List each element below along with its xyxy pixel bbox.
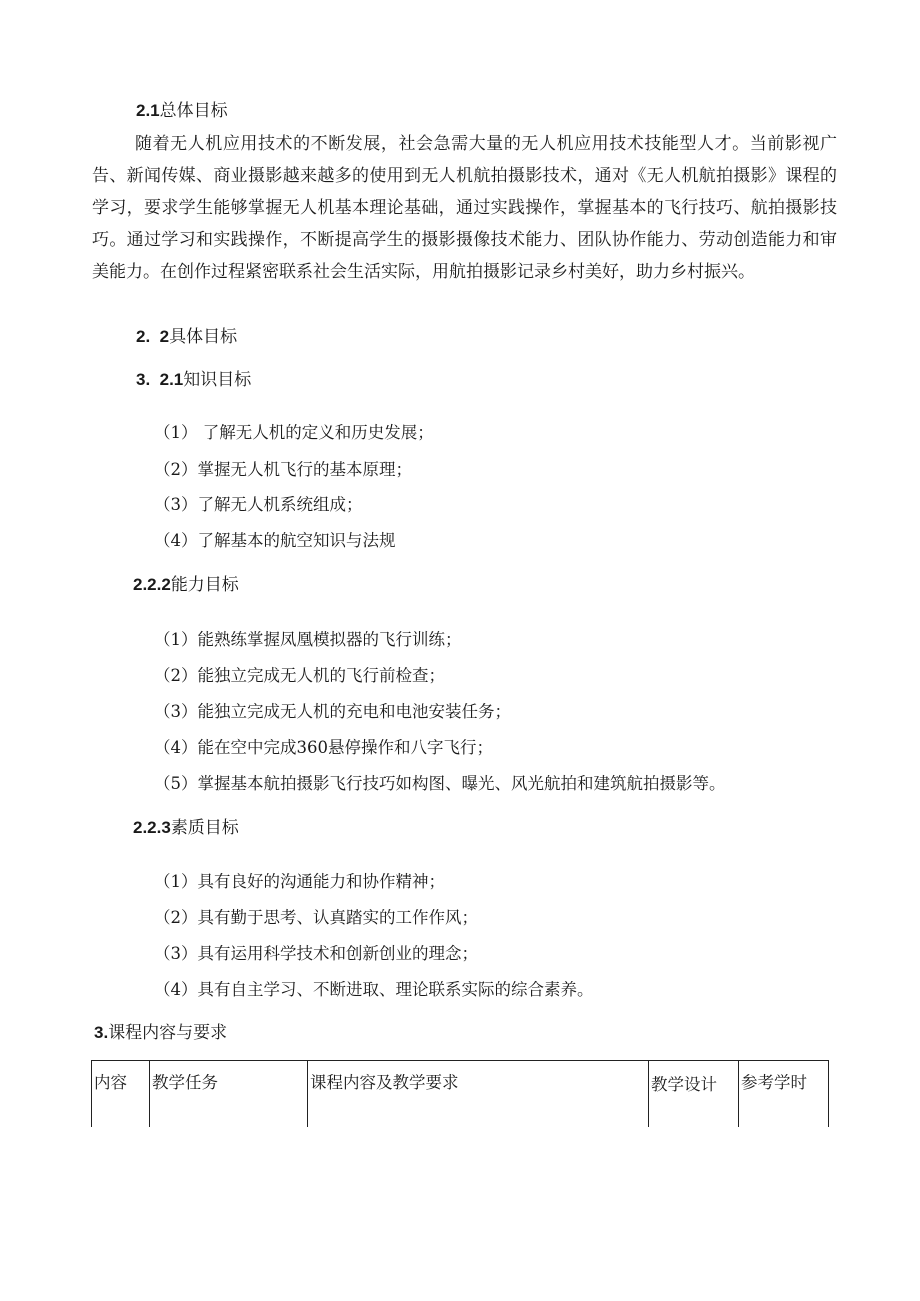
knowledge-item-4: （4）了解基本的航空知识与法规 [154,531,396,550]
overall-goal-paragraph: 随着无人机应用技术的不断发展，社会急需大量的无人机应用技术技能型人才。当前影视广告、新闻传媒、商业摄影越来越多的使用到无人机航拍摄影技术，通对《无人机航拍摄影》课程的学习，要求学生能够掌握无人机基本理论基础，通过实践操作，掌握基本的飞行技巧、航拍摄影技巧。通过学习和实践操作，不断提高学生的摄影摄像技术能力、团队协作能力、劳动创造能力和审美能力。在创作过程紧密联系社会生活实际，用航拍摄影记录乡村美好，助力乡村振兴。 [92,134,837,282]
course-content-table [91,1060,829,1127]
heading-3 [94,1018,227,1043]
quality-item-4: （4）具有自主学习、不断进取、理论联系实际的综合素养。 [154,980,594,999]
table-header-cell: 教学设计 [649,1061,739,1127]
heading-2-2-number: 2. 2 [136,327,170,346]
ability-item-4: （4）能在空中完成360悬停操作和八字飞行； [154,738,493,757]
knowledge-item-2: （2）掌握无人机飞行的基本原理； [154,460,412,479]
ability-item-1: （1）能熟练掌握凤凰模拟器的飞行训练； [154,630,462,649]
heading-2-1-number: 2.1 [136,101,160,120]
table-header-cell: 参考学时 [739,1061,829,1127]
quality-item-2: （2）具有勤于思考、认真踏实的工作作风； [154,908,478,927]
quality-item-3: （3）具有运用科学技术和创新创业的理念； [154,944,478,963]
heading-3-number: 3. [94,1023,109,1042]
table-header-row [92,1061,829,1127]
table-header-cell: 课程内容及教学要求 [308,1061,649,1127]
heading-3-title: 课程内容与要求 [108,1023,228,1043]
heading-2-2-3-title: 素质目标 [170,818,239,838]
heading-2-2-1 [136,365,251,390]
heading-2-2-title: 具体目标 [169,327,238,347]
heading-2-2-2 [133,570,239,595]
heading-2-2-1-title: 知识目标 [183,370,252,390]
heading-2-2-3-number: 2.2.3 [133,818,171,837]
knowledge-item-1: （1） 了解无人机的定义和历史发展； [154,423,434,442]
knowledge-item-3: （3）了解无人机系统组成； [154,495,363,514]
heading-2-1 [136,96,228,121]
ability-item-2: （2）能独立完成无人机的飞行前检查； [154,666,445,685]
heading-2-2-2-number: 2.2.2 [133,575,171,594]
ability-item-5: （5）掌握基本航拍摄影飞行技巧如构图、曝光、风光航拍和建筑航拍摄影等。 [154,774,726,793]
table-header-cell: 教学任务 [150,1061,308,1127]
heading-2-2-1-number: 3. 2.1 [136,370,184,389]
quality-item-1: （1）具有良好的沟通能力和协作精神； [154,872,445,891]
heading-2-1-title: 总体目标 [159,101,228,121]
ability-item-3: （3）能独立完成无人机的充电和电池安装任务； [154,702,511,721]
heading-2-2 [136,322,237,347]
heading-2-2-2-title: 能力目标 [170,575,239,595]
table-header-cell: 内容 [92,1061,150,1127]
heading-2-2-3 [133,813,239,838]
